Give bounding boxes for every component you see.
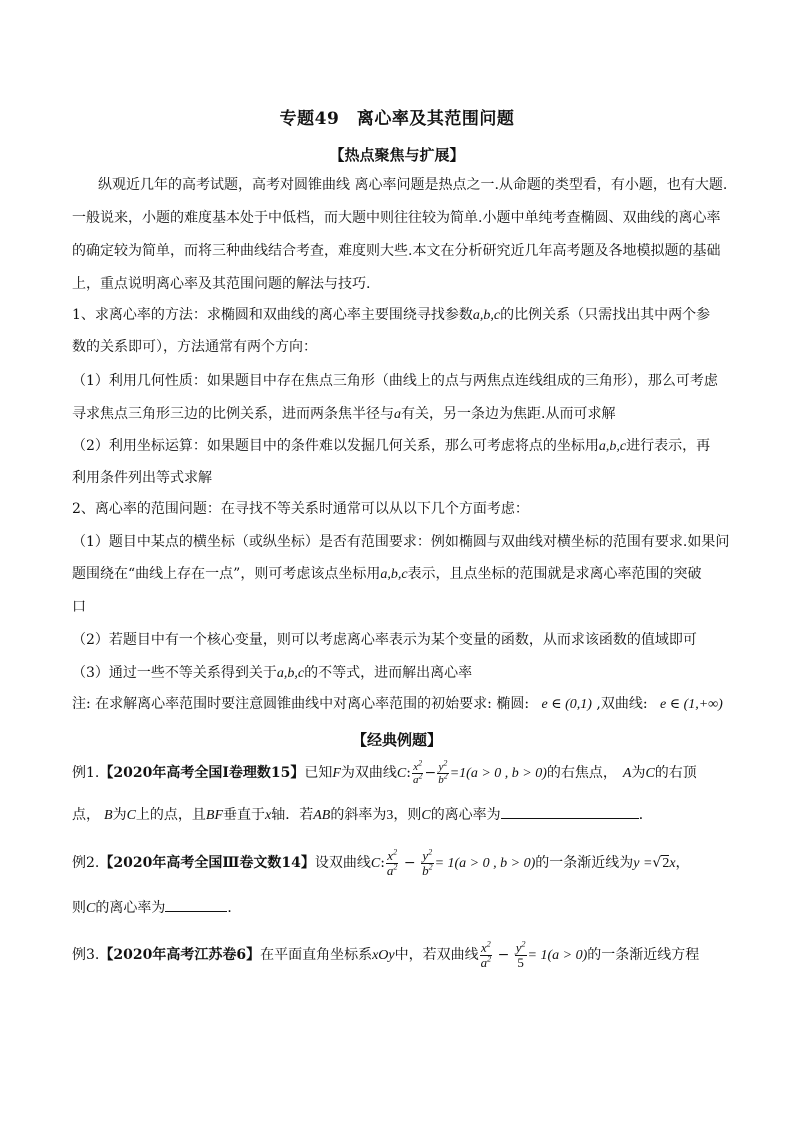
page-title: 专题49 离心率及其范围问题 [279, 109, 515, 129]
method-text: 寻求焦点三角形三边的比例关系，进而两条焦半径与 [72, 406, 394, 422]
ex-text: 的右顶 [654, 765, 697, 781]
slope-value: 3 [386, 808, 394, 823]
asymptote-y: y = [633, 856, 653, 871]
ex-text: ， [675, 855, 690, 871]
method-1-line-a: （1）利用几何性质：如果题目中存在焦点三角形（曲线上的点与两焦点连线组成的三角形），那么可考虑 [72, 373, 718, 389]
var-C: C [396, 766, 407, 781]
note-text: ,双曲线: [596, 696, 648, 712]
var-C: C [421, 808, 431, 823]
answer-blank[interactable] [165, 897, 227, 912]
var-C: C [370, 856, 381, 871]
fraction-y2-5: $\frac{y^2}{5}$ [515, 939, 526, 970]
abc-var: a,b,c [598, 439, 627, 454]
range-text: 表示，且点坐标的范围就是求离心率范围的突破 [407, 566, 702, 582]
ex-text: 已知 [304, 765, 333, 781]
frac-num: x [480, 939, 487, 955]
intro-line-1: 纵观近几年的高考试题，高考对圆锥曲线 离心率问题是热点之一.从命题的类型看，有小题，也有大题. [98, 177, 728, 193]
ex-text: 设双曲线 [314, 855, 371, 871]
ex-text: 轴．若 [271, 807, 314, 823]
ex-text: ． [227, 900, 242, 916]
frac-num: y [438, 760, 444, 773]
frac-den: b [422, 862, 429, 878]
ex-text: 垂直于 [223, 807, 266, 823]
range-1-line-c: 口 [72, 599, 86, 615]
var-C: C [126, 808, 136, 823]
equation-rhs: =1(a > 0 , b > 0) [449, 766, 547, 781]
source-tag: 【2020年高考全国Ⅲ卷文数14】 [99, 855, 315, 871]
ex-text: 上的点，且 [135, 807, 206, 823]
var-C: C [645, 766, 655, 781]
frac-num: x [387, 847, 394, 863]
example-2-line-1: 例2.【2020年高考全国Ⅲ卷文数14】设双曲线C: $\frac{x^2}{a^2}$ − $\frac{y^2}{b^2}$ = 1(a > 0 , b > 0)的一条渐近线为y =√2x， [72, 847, 690, 878]
ex-text: ． [638, 807, 653, 823]
method-text: 的比例关系（只需找出其中两个参 [500, 307, 711, 323]
method-text: 有关，另一条边为焦距.从而可求解 [401, 406, 616, 422]
fraction-x2-a2: $\frac{x^2}{a^2}$ [386, 847, 398, 878]
fraction-y2-b2: $\frac{y^2}{b^2}$ [422, 847, 433, 878]
example-number: 例1. [72, 765, 100, 781]
method-text: 1、求离心率的方法：求椭圆和双曲线的离心率主要围绕寻找参数 [72, 307, 473, 323]
section-heading-examples: 【经典例题】 [351, 731, 442, 749]
intro-line-4: 上，重点说明离心率及其范围问题的解法与技巧. [72, 276, 371, 292]
method-1-line-b [72, 404, 615, 425]
range-1-line-a: （1）题目中某点的横坐标（或纵坐标）是否有范围要求：例如椭圆与双曲线对横坐标的范围有要求.如果问 [72, 534, 730, 550]
frac-num: x [413, 760, 419, 773]
var-AB: AB [313, 808, 331, 823]
a-var: a [394, 407, 401, 422]
ex-text: 则 [72, 900, 86, 916]
var-BF: BF [205, 808, 224, 823]
var-C: C [86, 901, 96, 916]
range-text: 的不等式，进而解出离心率 [304, 665, 473, 681]
range-3-line [72, 663, 472, 684]
example-3-line-1: 例3.【2020年高考江苏卷6】在平面直角坐标系xOy中，若双曲线 $\frac{x^2}{a^2}$ − $\frac{y^2}{5}$ = 1(a > 0)的一条渐近线方程 [72, 939, 700, 970]
frac-den: a [386, 862, 394, 878]
frac-den: 5 [517, 954, 524, 970]
var-xOy: xOy [372, 948, 395, 963]
source-tag: 【2020年高考江苏卷6】 [99, 947, 261, 963]
ex-text: 为双曲线 [340, 765, 397, 781]
ex-text: 在平面直角坐标系 [260, 947, 373, 963]
intro-line-3: 的确定较为简单，而将三种曲线结合考查，难度则大些.本文在分析研究近几年高考题及各地模拟题的基础 [72, 243, 721, 259]
fraction-x2-a2: $\frac{x^2}{a^2}$ [480, 939, 492, 970]
method-line-2: 数的关系即可），方法通常有两个方向： [72, 339, 317, 355]
ex-text: 中，若双曲线 [394, 947, 479, 963]
example-1-line-1: 例1.【2020年高考全国Ⅰ卷理数15】已知F为双曲线C: $\frac{x^2}{a^2}$ − $\frac{y^2}{b^2}$ =1(a > 0 , b > 0)的右焦点， A为C的右顶 [72, 757, 697, 786]
var-x: x [265, 808, 272, 823]
method-text: （2）利用坐标运算：如果题目中的条件难以发掘几何关系，那么可考虑将点的坐标用 [72, 438, 599, 454]
var-A: A [622, 766, 632, 781]
answer-blank[interactable] [501, 804, 639, 819]
intro-line-2: 一般说来，小题的难度基本处于中低档，而大题中则往往较为简单.小题中单纯考查椭圆、双曲线的离心率 [72, 210, 721, 226]
example-1-line-2 [72, 804, 653, 826]
range-2-line: （2）若题目中有一个核心变量，则可以考虑离心率表示为某个变量的函数，从而求该函数的值域即可 [72, 632, 697, 648]
fraction-x2-a2: $\frac{x^2}{a^2}$ [412, 757, 423, 786]
ex-text: 的斜率为 [330, 807, 387, 823]
method-text: 进行表示，再 [626, 438, 711, 454]
ex-text: 为 [112, 807, 127, 823]
ex-text: 为 [631, 765, 646, 781]
abc-var: a,b,c [380, 567, 408, 582]
ex-text: 的离心率为 [95, 900, 166, 916]
frac-den: b [438, 773, 444, 786]
hyperbola-range: e ∈ (1,+∞) [660, 697, 723, 712]
ex-text: ，则 [393, 807, 422, 823]
range-text: （3）通过一些不等关系得到关于 [72, 665, 277, 681]
method-2-line-b: 利用条件列出等式求解 [72, 470, 212, 486]
example-number: 例3. [72, 947, 100, 963]
method-heading-line [72, 305, 710, 326]
sqrt-value: 2 [662, 856, 670, 871]
frac-den: a [480, 954, 488, 970]
range-heading-line: 2、离心率的范围问题：在寻找不等关系时通常可以从以下几个方面考虑： [72, 501, 529, 517]
frac-num: y [422, 847, 429, 863]
ex-text: 的一条渐近线为 [535, 855, 634, 871]
equation-rhs: = 1(a > 0 , b > 0) [434, 856, 536, 871]
ex-text: 的一条渐近线方程 [587, 947, 700, 963]
ellipse-range: e ∈ (0,1) [541, 697, 592, 712]
note-line [72, 694, 723, 715]
abc-var: a,b,c [276, 666, 305, 681]
note-text: 注: 在求解离心率范围时要注意圆锥曲线中对离心率范围的初始要求: 椭圆: [72, 696, 530, 712]
var-F: F [332, 766, 341, 781]
ex-text: 点， [72, 807, 100, 823]
var-B: B [104, 808, 113, 823]
method-2-line-a [72, 436, 710, 457]
fraction-y2-b2: $\frac{y^2}{b^2}$ [438, 757, 448, 786]
example-2-line-2 [72, 897, 241, 919]
frac-num: y [515, 939, 522, 955]
range-1-line-b [72, 564, 702, 585]
frac-den: a [412, 773, 419, 786]
range-text: 题围绕在“曲线上存在一点”，则可考虑该点坐标用 [72, 566, 381, 582]
asymptote-x: x [669, 856, 676, 871]
ex-text: 的离心率为 [430, 807, 501, 823]
section-heading-hot: 【热点聚焦与扩展】 [329, 146, 465, 164]
source-tag: 【2020年高考全国Ⅰ卷理数15】 [99, 765, 305, 781]
abc-var: a,b,c [472, 308, 501, 323]
ex-text: 的右焦点， [546, 765, 617, 781]
equation-rhs: = 1(a > 0) [527, 948, 588, 963]
example-number: 例2. [72, 855, 100, 871]
